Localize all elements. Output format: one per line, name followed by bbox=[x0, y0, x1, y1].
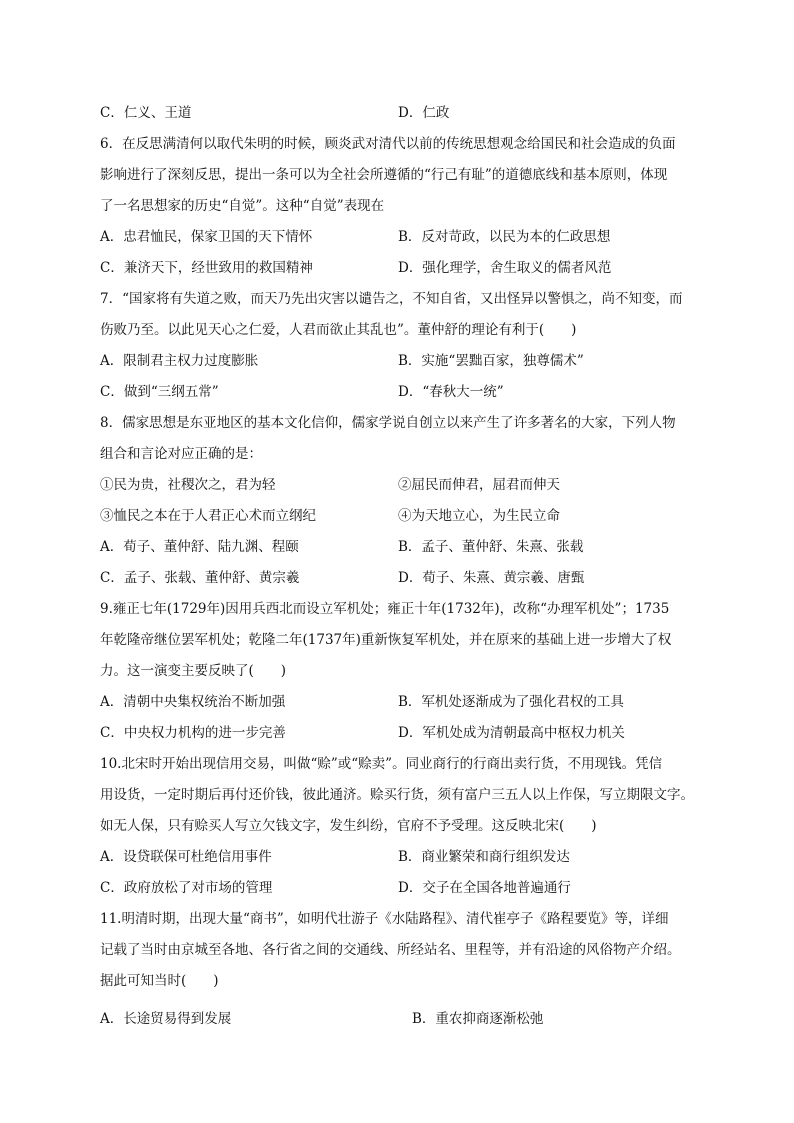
q9-option-d: D．军机处成为清朝最高中枢权力机关 bbox=[398, 725, 625, 741]
q11-stem-line-1: 11.明清时期，出现大量“商书”，如明代壮游子《水陆路程》、清代崔亭子《路程要览》等，详细 bbox=[100, 911, 669, 927]
q10-stem-line-1: 10.北宋时开始出现信用交易，叫做“赊”或“赊卖”。同业商行的行商出卖行货，不用现钱。凭信 bbox=[100, 756, 663, 772]
q6-option-c: C．兼济天下，经世致用的救国精神 bbox=[100, 260, 313, 276]
q5-option-d: D．仁政 bbox=[398, 105, 450, 121]
q7-option-a: A．限制君主权力过度膨胀 bbox=[100, 353, 259, 369]
q6-stem-line-1: 6．在反思满清何以取代朱明的时候，顾炎武对清代以前的传统思想观念给国民和社会造成的负面 bbox=[100, 136, 676, 152]
q8-option-b: B．孟子、董仲舒、朱熹、张载 bbox=[398, 539, 584, 555]
q11-option-a: A．长途贸易得到发展 bbox=[100, 1011, 232, 1027]
q11-stem-line-3: 据此可知当时( ) bbox=[100, 973, 219, 989]
q9-stem-line-3: 力。这一演变主要反映了( ) bbox=[100, 663, 287, 679]
q9-option-a: A．清朝中央集权统治不断加强 bbox=[100, 694, 286, 710]
q9-stem-line-2: 年乾隆帝继位罢军机处；乾隆二年(1737年)重新恢复军机处，并在原来的基础上进一步增大了权 bbox=[100, 632, 672, 648]
q10-option-b: B．商业繁荣和商行组织发达 bbox=[398, 849, 570, 865]
q6-option-d: D．强化理学，舍生取义的儒者风范 bbox=[398, 260, 612, 276]
q8-statement-3: ③恤民之本在于人君正心术而立纲纪 bbox=[100, 508, 316, 524]
q8-stem-line-1: 8．儒家思想是东亚地区的基本文化信仰，儒家学说自创立以来产生了许多著名的大家，下列人物 bbox=[100, 415, 676, 431]
q6-stem-line-2: 影响进行了深刻反思，提出一条可以为全社会所遵循的“行己有耻”的道德底线和基本原则，体现 bbox=[100, 167, 668, 183]
q11-option-b: B．重农抑商逐渐松弛 bbox=[412, 1011, 544, 1027]
q7-option-d: D．“春秋大一统” bbox=[398, 384, 504, 400]
q9-option-c: C．中央权力机构的进一步完善 bbox=[100, 725, 286, 741]
q10-option-d: D．交子在全国各地普遍通行 bbox=[398, 880, 571, 896]
q6-option-a: A．忠君恤民，保家卫国的天下情怀 bbox=[100, 229, 313, 245]
q8-option-a: A．荀子、董仲舒、陆九渊、程颐 bbox=[100, 539, 299, 555]
q9-option-b: B．军机处逐渐成为了强化君权的工具 bbox=[398, 694, 624, 710]
q6-stem-line-3: 了一名思想家的历史“自觉”。这种“自觉”表现在 bbox=[100, 198, 385, 214]
q8-statement-4: ④为天地立心，为生民立命 bbox=[398, 508, 560, 524]
q10-stem-line-2: 用设货，一定时期后再付还价钱，彼此通济。赊买行货，须有富户三五人以上作保，写立期限文字。 bbox=[100, 787, 694, 803]
q7-option-c: C．做到“三纲五常” bbox=[100, 384, 219, 400]
q8-stem-line-2: 组合和言论对应正确的是： bbox=[100, 446, 262, 462]
q10-stem-line-3: 如无人保，只有赊买人写立欠钱文字，发生纠纷，官府不予受理。这反映北宋( ) bbox=[100, 818, 597, 834]
q5-option-c: C．仁义、王道 bbox=[100, 105, 192, 121]
q8-statement-1: ①民为贵，社稷次之，君为轻 bbox=[100, 477, 276, 493]
q10-option-a: A．设贷联保可杜绝信用事件 bbox=[100, 849, 272, 865]
q7-option-b: B．实施“罢黜百家，独尊儒术” bbox=[398, 353, 584, 369]
q8-option-d: D．荀子、朱熹、黄宗羲、唐甄 bbox=[398, 570, 585, 586]
q8-option-c: C．孟子、张载、董仲舒、黄宗羲 bbox=[100, 570, 300, 586]
q7-stem-line-2: 伤败乃至。以此见天心之仁爱，人君而欲止其乱也”。董仲舒的理论有利于( ) bbox=[100, 322, 577, 338]
q8-statement-2: ②屈民而伸君，屈君而伸天 bbox=[398, 477, 560, 493]
q9-stem-line-1: 9.雍正七年(1729年)因用兵西北而设立军机处；雍正十年(1732年)，改称“办理军机处”；1735 bbox=[100, 601, 670, 617]
q10-option-c: C．政府放松了对市场的管理 bbox=[100, 880, 273, 896]
q6-option-b: B．反对苛政，以民为本的仁政思想 bbox=[398, 229, 611, 245]
q7-stem-line-1: 7．“国家将有失道之败，而天乃先出灾害以谴告之，不知自省，又出怪异以警惧之，尚不知变，而 bbox=[100, 291, 683, 307]
q11-stem-line-2: 记载了当时由京城至各地、各行省之间的交通线、所经站名、里程等，并有沿途的风俗物产介绍。 bbox=[100, 942, 681, 958]
